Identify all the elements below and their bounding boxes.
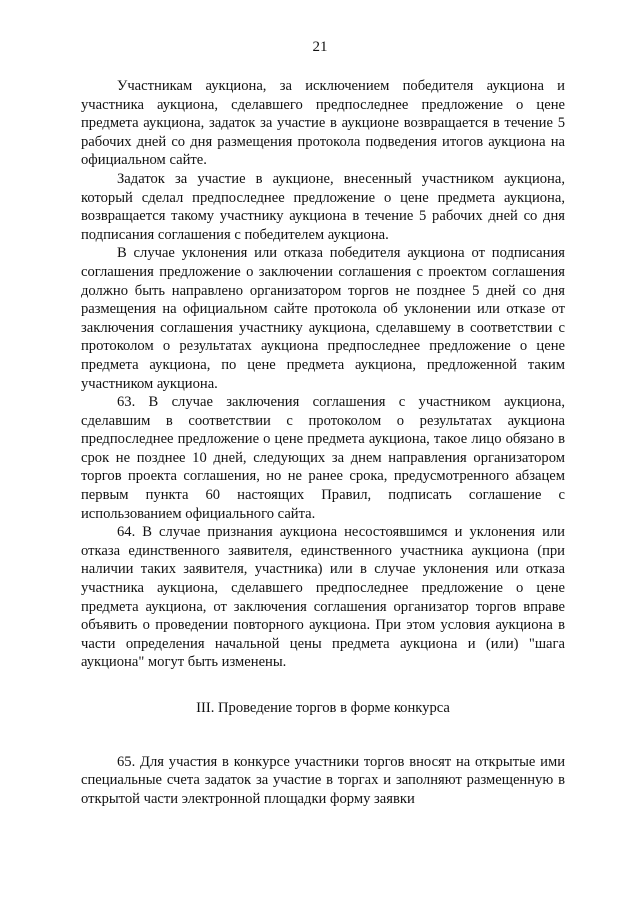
page-number: 21 [312,39,328,55]
paragraph-deposit-return: Участникам аукциона, за исключением победителя аукциона и участника аукциона, сделавшего предпоследнее предложение о цене предмета аукциона, задаток за участие в аукционе возвращается в течение 5 рабочих дней со дня размещения протокола подведения итогов аукциона на официальном сайте. [81,78,565,169]
document-body [81,77,565,808]
paragraph-clause-64: 64. В случае признания аукциона несостоявшимся и уклонения или отказа единственного заявителя, единственного участника аукциона (при наличии таких заявителя, участника) или в случае уклонения или отказа участника аукциона, сделавшего предпоследнее предложение о цене предмета аукциона, от заключения соглашения организатор торгов вправе объявить о проведении повторного аукциона. При этом условия аукциона в части определения начальной цены предмета аукциона и (или) "шага аукциона" могут быть изменены. [81,524,565,671]
section-heading: III. Проведение торгов в форме конкурса [196,700,450,716]
paragraph-clause-63: 63. В случае заключения соглашения с участником аукциона, сделавшим в соответствии с протоколом о результатах аукциона предпоследнее предложение о цене предмета аукциона, такое лицо обязано в срок не позднее 10 дней, следующих за днем направления организатором торгов проекта соглашения, но не ранее срока, предусмотренного абзацем первым пункта 60 настоящих Правил, подписать соглашение с использованием официального сайта. [81,394,565,522]
paragraph-clause-65: 65. Для участия в конкурсе участники торгов вносят на открытые ими специальные счета задаток за участие в торгах и заполняют размещенную в открытой части электронной площадки форму заявки [81,753,565,807]
paragraph-deposit-second-bidder: Задаток за участие в аукционе, внесенный участником аукциона, который сделал предпоследнее предложение о цене предмета аукциона, возвращается такому участнику аукциона в течение 5 рабочих дней со дня подписания соглашения с победителем аукциона. [81,170,565,243]
paragraph-winner-refusal: В случае уклонения или отказа победителя аукциона от подписания соглашения предложение о заключении соглашения с проектом соглашения должно быть направлено организатором торгов не позднее 5 дней со дня размещения на официальном сайте протокола об уклонении или отказе от заключения соглашения участнику аукциона, сделавшему в соответствии с протоколом о результатах аукциона предпоследнее предложение о цене предмета аукциона, по цене предмета аукциона, предложенной таким участником аукциона. [81,245,565,392]
